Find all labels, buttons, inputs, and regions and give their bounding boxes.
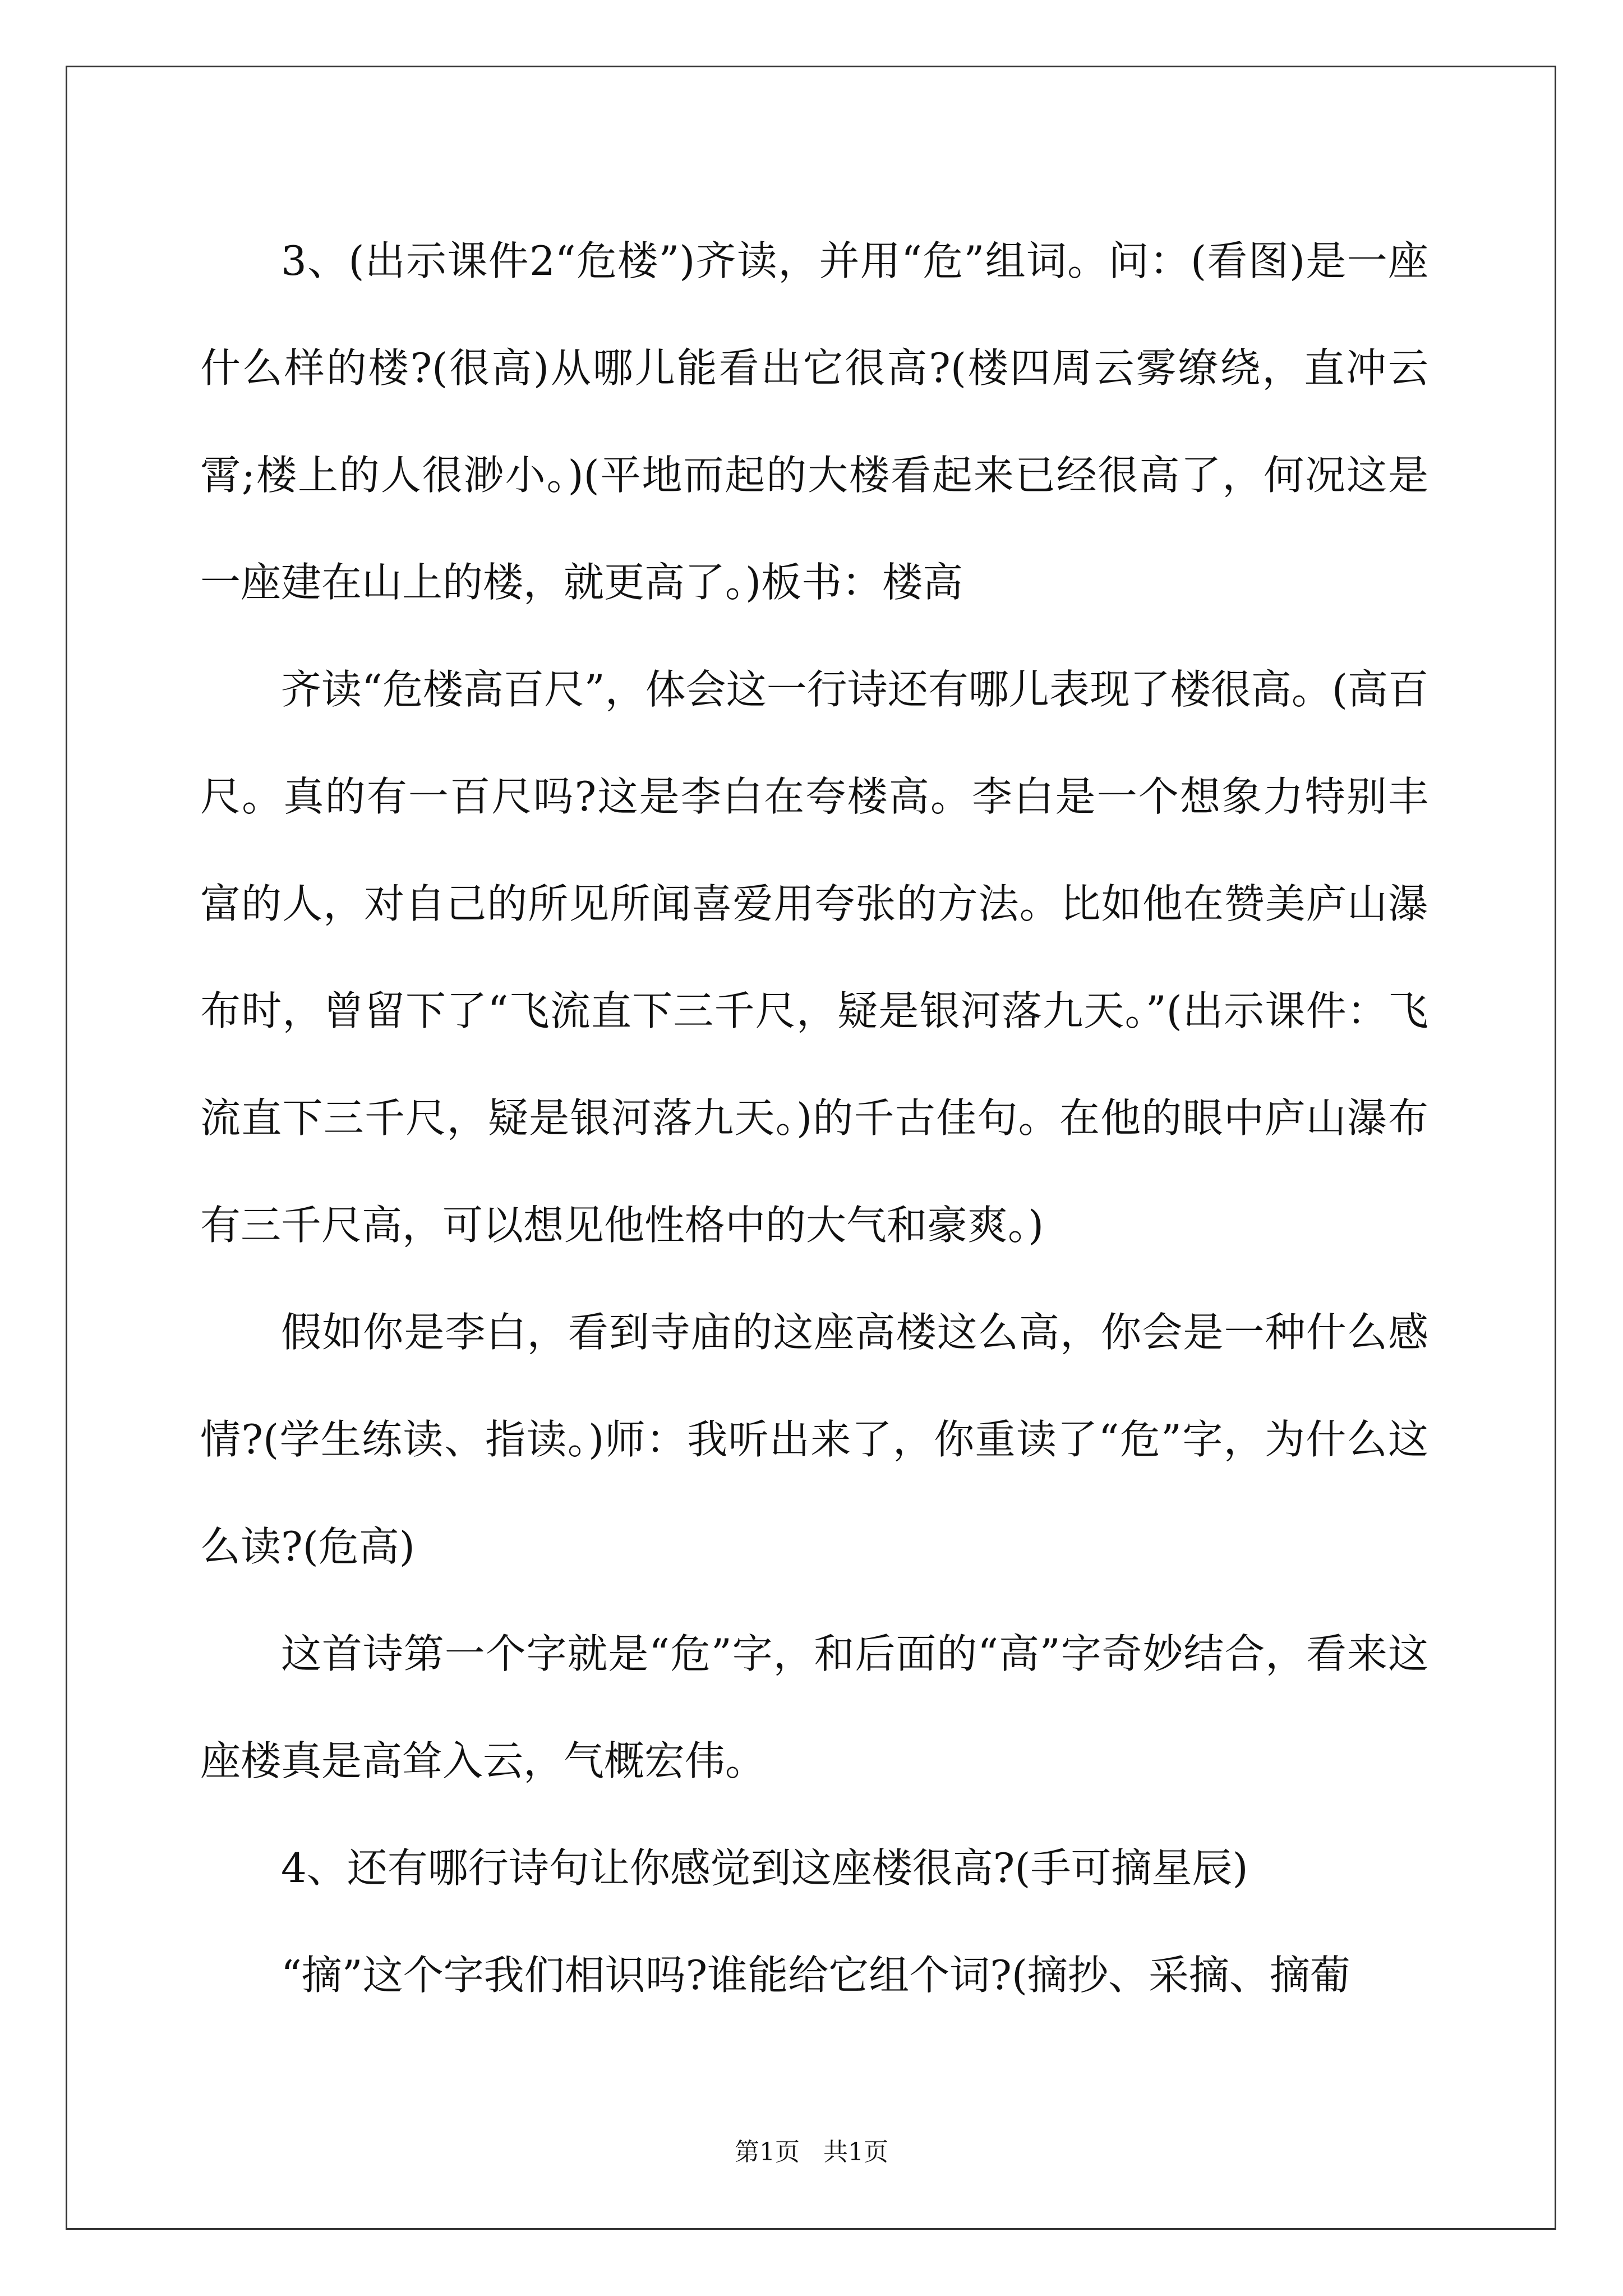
paragraph-1: 3、(出示课件2“危楼”)齐读，并用“危”组词。问：(看图)是一座什么样的楼?(很高)从哪儿能看出它很高?(楼四周云雾缭绕，直冲云霄;楼上的人很渺小。)(平地而起的大楼看起来已经很高了，何况这是一座建在山上的楼，就更高了。)板书：楼高 — [200, 237, 1428, 606]
paragraph-2: 齐读“危楼高百尺”，体会这一行诗还有哪儿表现了楼很高。(高百尺。真的有一百尺吗?这是李白在夸楼高。李白是一个想象力特别丰富的人，对自己的所见所闻喜爱用夸张的方法。比如他在赞美庐山瀑布时，曾留下了“飞流直下三千尺，疑是银河落九天。”(出示课件：飞流直下三千尺，疑是银河落九天。)的千古佳句。在他的眼中庐山瀑布有三千尺高，可以想见他性格中的大气和豪爽。) — [200, 666, 1428, 1249]
document-body — [200, 208, 1428, 2029]
paragraph-5: 4、还有哪行诗句让你感觉到这座楼很高?(手可摘星辰) — [281, 1844, 1248, 1892]
paragraph-3: 假如你是李白，看到寺庙的这座高楼这么高，你会是一种什么感情?(学生练读、指读。)师：我听出来了，你重读了“危”字，为什么这么读?(危高) — [200, 1309, 1428, 1570]
page-footer: 第1页 共1页 — [735, 2138, 888, 2166]
paragraph-6: “摘”这个字我们相识吗?谁能给它组个词?(摘抄、采摘、摘葡 — [281, 1952, 1350, 1999]
paragraph-4: 这首诗第一个字就是“危”字，和后面的“高”字奇妙结合，看来这座楼真是高耸入云，气概宏伟。 — [200, 1630, 1428, 1784]
